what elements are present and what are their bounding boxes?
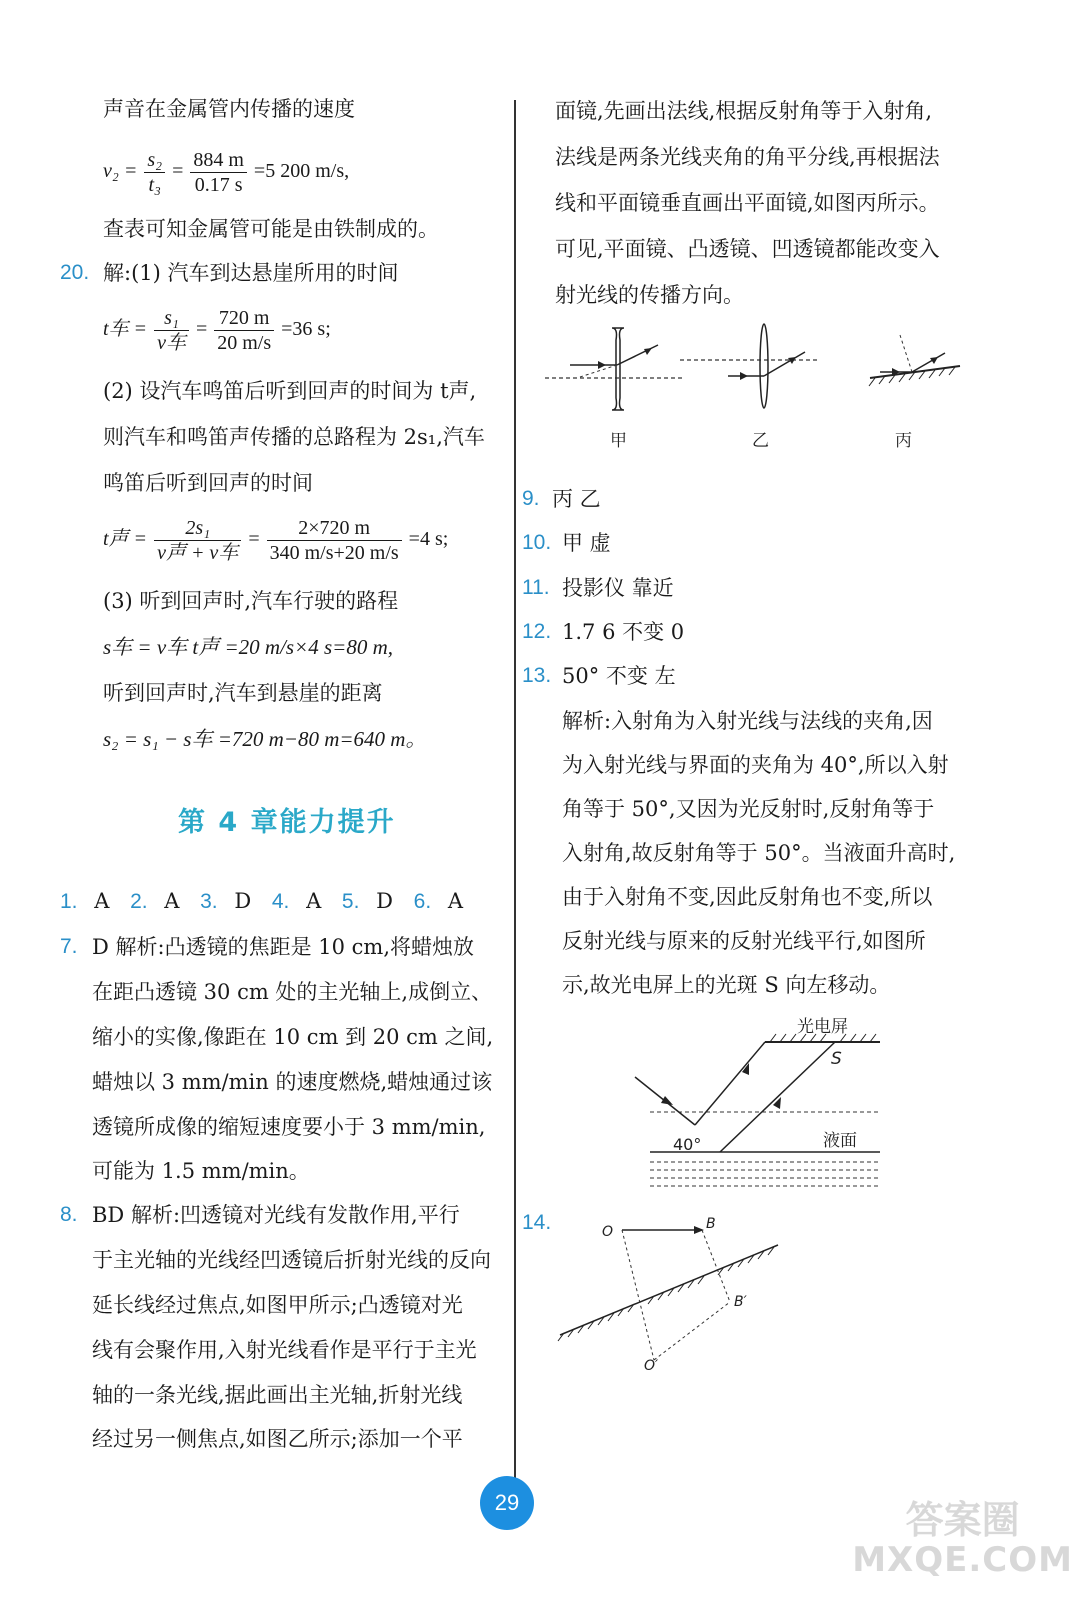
formula-echo-time [103,516,448,565]
question-number: 2. [130,890,148,913]
text-line: 由于入射角不变,因此反射角也不变,所以 [562,885,933,909]
text-line: D 解析:凸透镜的焦距是 10 cm,将蜡烛放 [92,935,475,959]
fraction-den: t₃ [148,174,161,196]
text-line: 则汽车和鸣笛声传播的总路程为 2s₁,汽车 [103,425,485,449]
point-b-label: B [706,1216,716,1232]
formula-line: s车 = v车 t声 =20 m/s×4 s=80 m, [103,635,394,659]
formula-rhs: =5 200 m/s, [253,160,350,183]
figure-label: 丙 [895,431,912,451]
formula-time [103,306,331,355]
equals: = [172,160,184,183]
text-line: 射光线的传播方向。 [555,283,744,307]
watermark [852,1500,1073,1580]
question-number: 7. [60,935,78,958]
point-o-label: O [602,1224,614,1240]
question-number: 11. [522,576,550,599]
mc-answer: A [94,889,110,913]
diagram-convex-lens [680,324,820,451]
angle-label: 40° [673,1135,702,1154]
question-number: 14. [522,1211,552,1234]
text-line: 延长线经过焦点,如图甲所示;凸透镜对光 [92,1293,463,1317]
page-number: 29 [480,1476,534,1530]
text-line: 声音在金属管内传播的速度 [103,97,355,121]
figure-label: 甲 [610,431,627,451]
text-line: 经过另一侧焦点,如图乙所示;添加一个平 [92,1427,463,1451]
text-line: 缩小的实像,像距在 10 cm 到 20 cm 之间, [92,1025,494,1049]
text-line: 解:(1) 汽车到达悬崖所用的时间 [103,261,399,285]
diagram-concave-lens [545,328,685,451]
formula-lhs: t车 = [103,318,148,341]
text-line: (2) 设汽车鸣笛后听到回声的时间为 t声, [103,379,477,403]
equals: = [195,318,208,341]
diagram-plane-mirror [869,335,960,451]
text-line: 法线是两条光线夹角的角平分线,再根据法 [555,145,940,169]
surface-label: 液面 [823,1131,857,1151]
fraction-den: v声 + v车 [157,542,239,564]
question-number: 20. [60,261,90,284]
text-line: 透镜所成像的缩短速度要小于 3 mm/min, [92,1115,486,1139]
text-line: 于主光轴的光线经凹透镜后折射光线的反向 [92,1248,491,1272]
fraction-num: 2×720 m [267,516,402,541]
fraction-num: s₁ [154,306,189,331]
fraction-num: 2s₁ [154,516,241,541]
answer-text: 丙 乙 [552,487,601,511]
text-line: 面镜,先画出法线,根据反射角等于入射角, [555,99,933,123]
text-line: 可见,平面镜、凸透镜、凹透镜都能改变入 [555,237,940,261]
question-number: 4. [271,890,290,913]
question-number: 8. [60,1203,78,1226]
mc-answer: A [164,889,180,913]
formula-rhs: =36 s; [281,318,331,341]
question-number: 3. [200,890,218,913]
answer-text: 投影仪 靠近 [562,576,674,600]
text-line: 为入射光线与界面的夹角为 40°,所以入射 [562,753,949,777]
fraction-num: 884 m [190,148,247,173]
watermark-logo-text: 答案圈 [905,1498,1020,1542]
question-number: 6. [413,890,432,913]
reflection-diagram [625,1012,895,1192]
question-number: 12. [522,620,552,643]
text-line: 解析:入射角为入射光线与法线的夹角,因 [562,709,933,733]
mc-answer-row [60,888,477,915]
text-line: 轴的一条光线,据此画出主光轴,折射光线 [92,1383,463,1407]
question-number: 9. [522,487,540,510]
text-line: 入射角,故反射角等于 50°。当液面升高时, [562,841,956,865]
mirror-image-diagram [550,1210,790,1370]
answer-text: 50° 不变 左 [562,664,676,688]
formula-lhs: t声 = [103,528,148,551]
question-number: 1. [60,890,78,913]
text-line: 听到回声时,汽车到悬崖的距离 [103,681,383,705]
question-number: 10. [522,531,552,554]
text-line: 在距凸透镜 30 cm 处的主光轴上,成倒立、 [92,980,493,1004]
formula-lhs: v₂ = [103,160,138,183]
fraction-num: 720 m [214,306,274,331]
text-line: 查表可知金属管可能是由铁制成的。 [103,217,439,241]
lens-diagrams [540,320,970,460]
column-divider [514,100,516,1480]
answer-text: 甲 虚 [562,531,611,555]
formula-line: s₂ = s₁ − s车 =720 m−80 m=640 m。 [103,727,427,751]
watermark-url: MXQE.COM [852,1540,1073,1580]
text-line: 反射光线与原来的反射光线平行,如图所 [562,929,926,953]
text-line: 角等于 50°,又因为光反射时,反射角等于 [562,797,935,821]
fraction-den: 20 m/s [217,332,272,354]
mc-answer: D [234,889,252,913]
point-b-prime-label: B′ [734,1294,747,1310]
text-line: 线和平面镜垂直画出平面镜,如图丙所示。 [555,191,940,215]
text-line: 蜡烛以 3 mm/min 的速度燃烧,蜡烛通过该 [92,1070,493,1094]
fraction-den: 0.17 s [194,174,243,196]
fraction-num: s₂ [144,148,165,173]
spot-label: S [831,1049,842,1069]
formula-speed [103,148,349,197]
question-number: 13. [522,664,552,687]
text-line: 鸣笛后听到回声的时间 [103,471,313,495]
equals: = [248,528,260,551]
chapter-title: 第 4 章能力提升 [178,807,396,838]
mc-answer: A [447,889,464,913]
mc-answer: A [306,889,322,913]
text-line: 示,故光电屏上的光斑 S 向左移动。 [562,973,891,997]
answer-text: 1.7 6 不变 0 [562,620,685,644]
formula-rhs: =4 s; [408,528,449,551]
question-number: 5. [341,890,360,913]
fraction-den: 340 m/s+20 m/s [269,542,399,564]
point-o-prime-label: O′ [644,1358,659,1370]
figure-label: 乙 [752,431,769,451]
text-line: 线有会聚作用,入射光线看作是平行于主光 [92,1338,477,1362]
text-line: BD 解析:凹透镜对光线有发散作用,平行 [92,1203,460,1227]
fraction-den: v车 [157,332,186,354]
text-line: (3) 听到回声时,汽车行驶的路程 [103,589,399,613]
text-line: 可能为 1.5 mm/min。 [92,1159,310,1183]
mc-answer: D [376,889,393,913]
screen-label: 光电屏 [797,1017,848,1037]
